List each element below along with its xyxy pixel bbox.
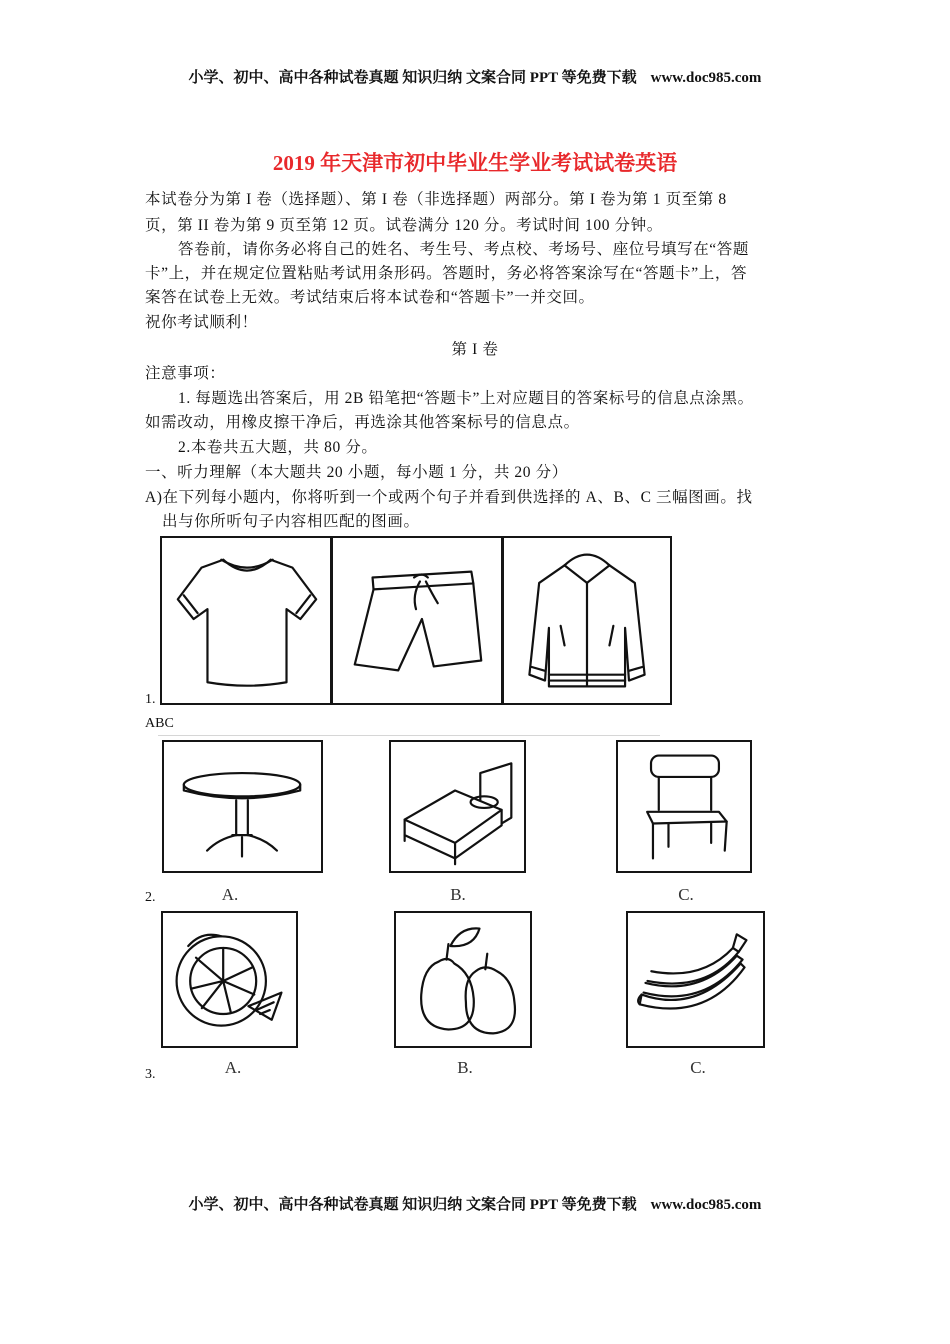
shorts-icon (333, 538, 501, 703)
divider (158, 735, 660, 736)
footer-text: 小学、初中、高中各种试卷真题 知识归纳 文案合同 PPT 等免费下载 (188, 1197, 637, 1213)
bed-icon (391, 742, 524, 871)
option-label: B. (450, 885, 466, 904)
exam-title: 2019 年天津市初中毕业生学业考试试卷英语 (272, 151, 678, 175)
q2-image-c (616, 740, 752, 873)
intro-line: 答卷前，请你务必将自己的姓名、考生号、考点校、考场号、座位号填写在“答题 (178, 241, 749, 258)
page-footer (0, 1195, 950, 1215)
header-url[interactable]: www.doc985.com (650, 70, 762, 86)
q2-image-b (389, 740, 526, 873)
option-label: B. (457, 1058, 473, 1077)
instruction-line: A)在下列每小题内，你将听到一个或两个句子并看到供选择的 A、B、C 三幅图画。找 (145, 489, 753, 506)
option-label: C. (690, 1058, 706, 1077)
option-label: A. (224, 1058, 242, 1077)
intro-line: 本试卷分为第 I 卷（选择题）、第 I 卷（非选择题）两部分。第 I 卷为第 1 页至第 8 (145, 191, 727, 208)
option-label: C. (678, 885, 694, 904)
intro-line: 案答在试卷上无效。考试结束后将本试卷和“答题卡”一并交回。 (145, 289, 595, 306)
option-label: A. (221, 885, 239, 904)
header-text: 小学、初中、高中各种试卷真题 知识归纳 文案合同 PPT 等免费下载 (188, 70, 637, 86)
q1-image-c (502, 536, 672, 705)
q2-image-a (162, 740, 323, 873)
intro-line: 卡”上，并在规定位置粘贴考试用条形码。答题时，务必将答案涂写在“答题卡”上，答 (145, 265, 748, 282)
pears-icon (396, 913, 530, 1046)
instruction-line: 出与你所听句子内容相匹配的图画。 (162, 513, 420, 530)
section-heading: 第 I 卷 (451, 341, 499, 358)
q1-image-a (160, 536, 332, 705)
footer-url[interactable]: www.doc985.com (650, 1197, 762, 1213)
page-header (0, 68, 950, 88)
chair-icon (618, 742, 750, 871)
notes-heading: 注意事项： (145, 365, 226, 382)
orange-icon (163, 913, 296, 1046)
note-line: 2.本卷共五大题，共 80 分。 (178, 439, 378, 456)
option-letters: ABC (145, 716, 174, 731)
q3-image-c (626, 911, 765, 1048)
table-icon (164, 742, 321, 871)
question-number: 3. (145, 1067, 156, 1082)
q1-image-b (331, 536, 503, 705)
part-heading: 一、听力理解（本大题共 20 小题，每小题 1 分，共 20 分） (145, 464, 568, 481)
q3-image-b (394, 911, 532, 1048)
greeting: 祝你考试顺利！ (145, 314, 258, 331)
intro-line: 页，第 II 卷为第 9 页至第 12 页。试卷满分 120 分。考试时间 100 分钟。 (145, 217, 663, 234)
jacket-icon (504, 538, 670, 703)
note-line: 1. 每题选出答案后，用 2B 铅笔把“答题卡”上对应题目的答案标号的信息点涂黑。 (178, 390, 754, 407)
note-line: 如需改动，用橡皮擦干净后，再选涂其他答案标号的信息点。 (145, 414, 580, 431)
q3-image-a (161, 911, 298, 1048)
question-number: 1. (145, 692, 156, 707)
question-number: 2. (145, 890, 156, 905)
bananas-icon (628, 913, 763, 1046)
tshirt-icon (162, 538, 330, 703)
